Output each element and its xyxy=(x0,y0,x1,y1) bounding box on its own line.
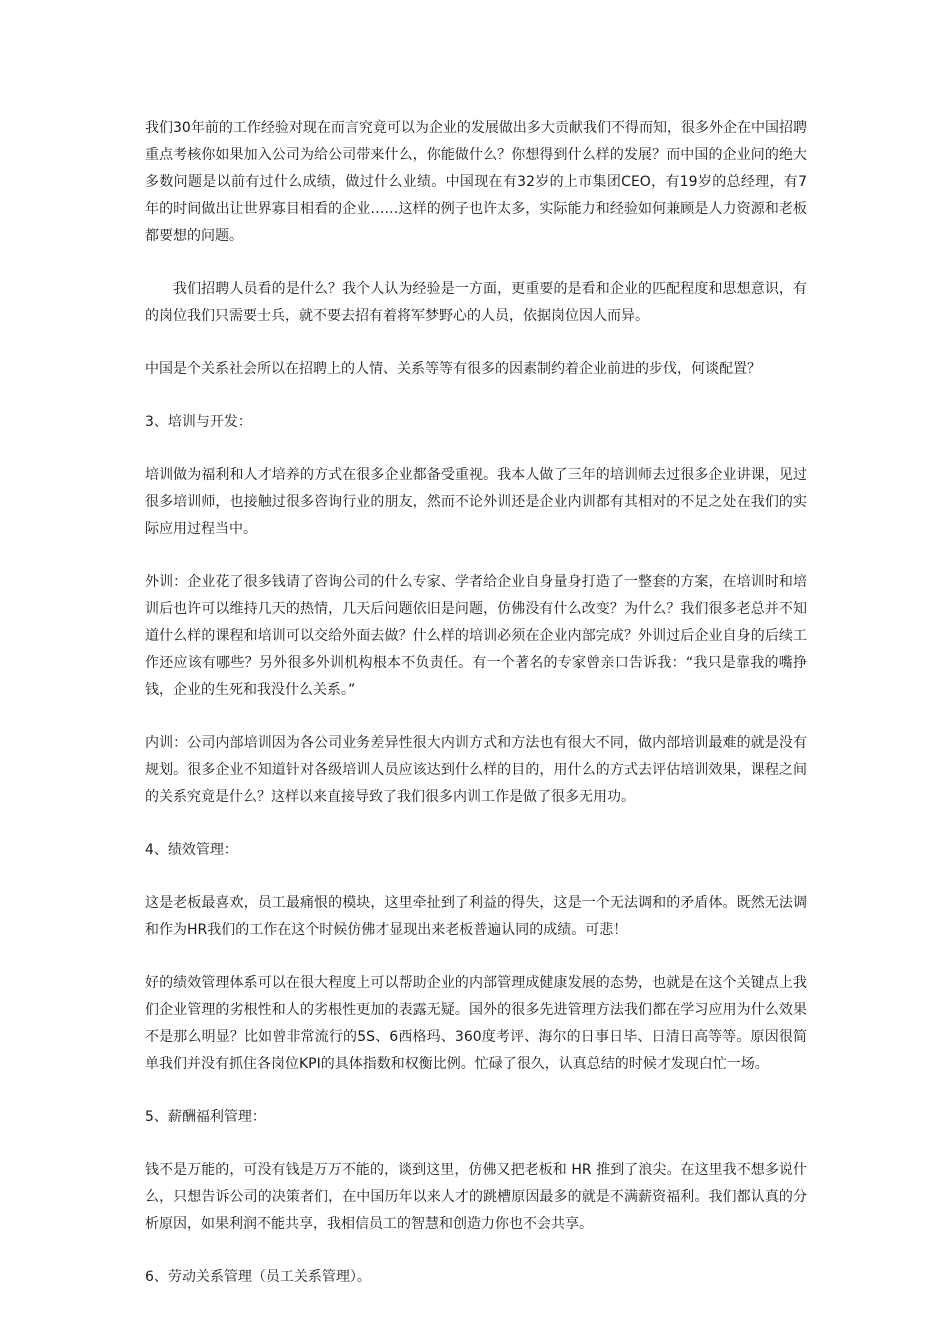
paragraph-internal-training: 内训：公司内部培训因为各公司业务差异性很大内训方式和方法也有很大不同，做内部培训最难的就是没有规划。很多企业不知道针对各级培训人员应该达到什么样的目的，用什么的方式去评估培训效果，课程之间的关系究竟是什么？这样以来直接导致了我们很多内训工作是做了很多无用功。 xyxy=(145,735,807,805)
paragraph-recruiting-view: 我们招聘人员看的是什么？我个人认为经验是一方面，更重要的是看和企业的匹配程度和思想意识，有的岗位我们只需要士兵，就不要去招有着将军梦野心的人员，依据岗位因人而异。 xyxy=(145,281,807,324)
paragraph-training-intro: 培训做为福利和人才培养的方式在很多企业都备受重视。我本人做了三年的培训师去过很多企业讲课，见过很多培训师，也接触过很多咨询行业的朋友，然而不论外训还是企业内训都有其相对的不足之处在我们的实际应用过程当中。 xyxy=(145,467,807,537)
section-heading-performance: 4、绩效管理： xyxy=(145,842,238,858)
paragraph-external-training: 外训：企业花了很多钱请了咨询公司的什么专家、学者给企业自身量身打造了一整套的方案，在培训时和培训后也许可以维持几天的热情，几天后问题依旧是问题，仿佛没有什么改变？为什么？我们很多老总并不知道什么样的课程和培训可以交给外面去做？什么样的培训必须在企业内部完成？外训过后企业自身的后续工作还应该有哪些？另外很多外训机构根本不负责任。有一个著名的专家曾亲口告诉我：“我只是靠我的嘴挣钱，企业的生死和我没什么关系。” xyxy=(145,574,807,698)
paragraph-performance-boss: 这是老板最喜欢，员工最痛恨的模块，这里牵扯到了利益的得失，这是一个无法调和的矛盾体。既然无法调和作为HR我们的工作在这个时候仿佛才显现出来老板普遍认同的成绩。可悲！ xyxy=(145,895,807,938)
paragraph-relationship-society: 中国是个关系社会所以在招聘上的人情、关系等等有很多的因素制约着企业前进的步伐，何谈配置？ xyxy=(145,361,761,377)
section-heading-training: 3、培训与开发： xyxy=(145,414,252,430)
paragraph-compensation: 钱不是万能的，可没有钱是万万不能的，谈到这里，仿佛又把老板和 HR 推到了浪尖。在这里我不想多说什么，只想告诉公司的决策者们，在中国历年以来人才的跳槽原因最多的就是不满薪资福利。我们都认真的分析原因，如果利润不能共享，我相信员工的智慧和创造力你也不会共享。 xyxy=(145,1162,807,1232)
paragraph-experience: 我们30年前的工作经验对现在而言究竟可以为企业的发展做出多大贡献我们不得而知，很多外企在中国招聘重点考核你如果加入公司为给公司带来什么，你能做什么？你想得到什么样的发展？而中国的企业问的绝大多数问题是以前有过什么成绩，做过什么业绩。中国现在有32岁的上市集团CEO，有19岁的总经理，有7年的时间做出让世界寡目相看的企业……这样的例子也许太多，实际能力和经验如何兼顾是人力资源和老板都要想的问题。 xyxy=(145,120,807,244)
document-body xyxy=(145,115,807,1317)
paragraph-performance-system: 好的绩效管理体系可以在很大程度上可以帮助企业的内部管理成健康发展的态势，也就是在这个关键点上我们企业管理的劣根性和人的劣根性更加的表露无疑。国外的很多先进管理方法我们都在学习应用为什么效果不是那么明显？比如曾非常流行的5S、6西格玛、360度考评、海尔的日事日毕、日清日高等等。原因很简单我们并没有抓住各岗位KPI的具体指数和权衡比例。忙碌了很久，认真总结的时候才发现白忙一场。 xyxy=(145,975,807,1072)
section-heading-compensation: 5、薪酬福利管理： xyxy=(145,1109,266,1125)
section-heading-labor-relations: 6、劳动关系管理（员工关系管理）。 xyxy=(145,1269,371,1285)
